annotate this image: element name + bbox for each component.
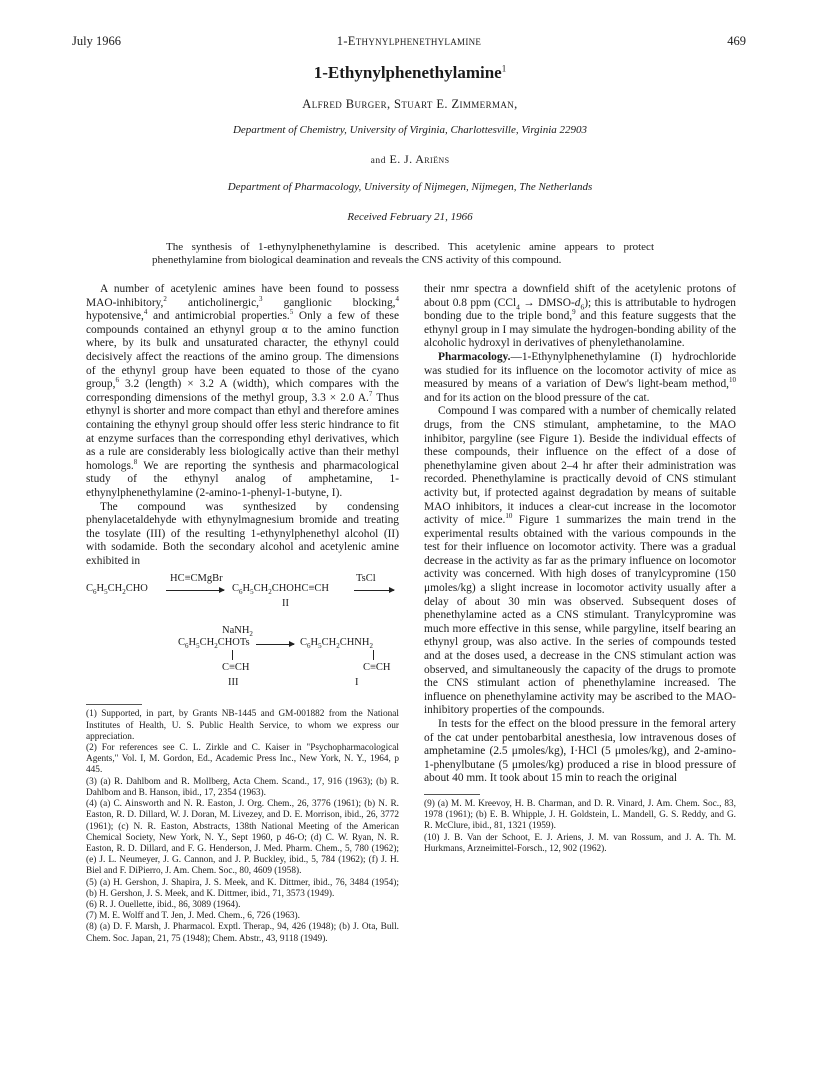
- title-footnote-mark: 1: [501, 63, 507, 74]
- nmr-paragraph: their nmr spectra a downfield shift of the acetylenic protons of about 0.8 ppm (CCl$_4$ → DMSO-$d_6$); this is attributable to hydrogen bonding due to the triple bond,$^9$ and this feature suggests that the ethynyl group in I may simulate the hydrogen-bonding ability of the alcoholic hydroxyl in derivatives of phenylethanolamine.: [424, 283, 736, 350]
- left-column: [86, 283, 399, 945]
- intro-paragraph: A number of acetylenic amines have been found to possess MAO-inhibitory,$^2$ anticholinergic,$^3$ ganglionic blocking,$^4$ hypotensive,$^4$ and antimicrobial properties.$^5$ Only a few of these compounds contained an ethynyl group α to the amino function where, by its bulk and unsaturated character, the ethynyl could decisively affect the reactions of the amino group. The dimensions of the ethynyl group have been equated to those of the cyano group,$^6$ 3.2 (length) × 3.2 A (width), which compares with the corresponding dimensions of the methyl group, 3.3 × 2.0 A.$^7$ Thus ethynyl is shorter and more compact than ethyl and therefore amines containing the ethynyl group should offer less steric hindrance to fit at enzyme surfaces than the corresponding ethyl derivatives, which as a rule are considerably less biologically active than their methyl homologs.$^8$ We are reporting the synthesis and pharmacological study of the ethynyl analog of amphetamine, 1-ethynylphenethylamine (2-amino-1-phenyl-1-butyne, I).: [86, 283, 399, 499]
- synthesis-paragraph: The compound was synthesized by condensing phenylacetaldehyde with ethynylmagnesium bromide and treating the tosylate (III) of the resulting 1-ethynylphenethyl alcohol (II) with sodamide. Both the secondary alcohol and acetylenic amine exhibited in: [86, 500, 399, 567]
- comparison-paragraph: Compound I was compared with a number of chemically related drugs, from the CNS stimulant, amphetamine, to the MAO inhibitor, pargyline (see Figure 1). Beside the individual effects of these compounds, their influence on the effect of a dose of phenethylamine given about 2–4 hr after their administration was recorded. Phenethylamine is practically devoid of CNS stimulant activity but, if protected against degradation by means of suitable MAO inhibitors, it induces a clear-cut increase in the locomotor activity of mice.$^{10}$ Figure 1 summarizes the main trend in the experimental results obtained with the various compounds in the test for their influence on locomotor activity. There was a gradual decrease in the activity as far as the primary influence on locomotor activity was concerned. With high doses of tranylcypromine (150 μmoles/kg) a slight increase in locomotor activity usually after a delay of about 30 min was observed. Subsequent doses of phenethylamine acted as a CNS stimulant. Tranylcypromine was much more effective in this sense, while pargyline, itself bearing an ethynyl group, was also active. In the series of compounds tested and at the doses used, a decrease in the CNS stimulant action was observed, and simultaneously the capacity of the drugs to promote the CNS stimulant action of phenethylamine increased. The influence on phenethylamine activity may be ascribed to the MAO-inhibitory properties of the compounds.: [424, 405, 736, 717]
- and-word: and: [370, 156, 387, 166]
- footnote: (9) (a) M. M. Kreevoy, H. B. Charman, and D. R. Vinard, J. Am. Chem. Soc., 83, 1978 (1961); (b) E. B. Whipple, J. H. Goldstein, L. Mandell, G. S. Reddy, and G. R. McClure, ibid., 81, 1321 (1959).: [424, 798, 736, 832]
- footnote: (6) R. J. Ouellette, ibid., 86, 3089 (1964).: [86, 899, 241, 910]
- abstract: The synthesis of 1-ethynylphenethylamine is described. This acetylenic amine appears to protect phenethylamine from biological deamination and reveals the CNS activity of this compound.: [152, 241, 654, 266]
- scheme-bond-III: [232, 650, 233, 660]
- scheme-reagent-tscl: TsCl: [356, 573, 376, 585]
- scheme-arrow-1: [166, 590, 224, 591]
- scheme-phenylacetaldehyde: $C_6H_5CH_2CHO$: [86, 583, 148, 597]
- footnote-rule: [86, 704, 142, 705]
- footnote: (7) M. E. Wolff and T. Jen, J. Med. Chem., 6, 726 (1963).: [86, 911, 300, 922]
- running-title: 1-Ethynylphenethylamine: [336, 34, 482, 48]
- scheme-label-I: I: [355, 677, 359, 689]
- article-title: 1-Ethynylphenethylamine$^1$: [313, 63, 507, 82]
- footnotes-right: [424, 799, 736, 855]
- right-column: [424, 283, 736, 855]
- scheme-tosylate-III: $C_6H_5CH_2CHOTs$: [178, 637, 250, 651]
- scheme-amine-I: $C_6H_5CH_2CHNH_2$: [300, 637, 373, 651]
- affiliation-2: Department of Pharmacology, University of Nijmegen, Nijmegen, The Netherlands: [227, 181, 593, 193]
- received-date: Received February 21, 1966: [347, 211, 473, 223]
- footnote: (10) J. B. Van der Schoot, E. J. Ariens, J. M. van Rossum, and J. A. Th. M. Hurkmans, Arzneimittel-Forsch., 12, 902 (1962).: [424, 832, 736, 854]
- footnote: (2) For references see C. L. Zirkle and C. Kaiser in "Psychopharmacological Agents," Vol. I, M. Gordon, Ed., Academic Press Inc., New York, N. Y., 1964, p 445.: [86, 743, 399, 776]
- footnote: (3) (a) R. Dahlbom and R. Mollberg, Acta Chem. Scand., 17, 916 (1963); (b) R. Dahlbom and B. Hanson, ibid., 17, 2354 (1963).: [86, 776, 399, 798]
- scheme-label-II: II: [282, 598, 289, 610]
- scheme-ethynyl-III: C≡CH: [222, 662, 250, 674]
- footnote: (1) Supported, in part, by Grants NB-1445 and GM-001882 from the National Institutes of Health, U. S. Public Health Service, to whom we express our appreciation.: [86, 709, 399, 742]
- scheme-reagent-grignard: HC≡CMgBr: [170, 573, 223, 585]
- affiliation-1: Department of Chemistry, University of Virginia, Charlottesville, Virginia 22903: [232, 124, 588, 136]
- scheme-label-III: III: [228, 677, 239, 689]
- authors-line-1: Alfred Burger, Stuart E. Zimmerman,: [302, 97, 518, 111]
- scheme-arrow-2: [354, 590, 394, 591]
- footnotes-left: [86, 709, 399, 944]
- scheme-reagent-sodamide: NaNH$_2$: [222, 625, 253, 639]
- pharmacology-paragraph: Pharmacology.—1-Ethynylphenethylamine (I) hydrochloride was studied for its influence on the locomotor activity of mice as measured by means of a variation of Dew's light-beam method,$^{10}$ and for its action on the blood pressure of the cat.: [424, 350, 736, 404]
- scheme-ethynyl-I: C≡CH: [363, 662, 391, 674]
- footnote: (5) (a) H. Gershon, J. Shapira, J. S. Meek, and K. Dittmer, ibid., 76, 3484 (1954); (b) H. Gershon, J. S. Meek, and K. Dittmer, ibid., 71, 3573 (1949).: [86, 877, 399, 899]
- blood-pressure-paragraph: In tests for the effect on the blood pressure in the femoral artery of the cat under pentobarbital anesthesia, low intravenous doses of amphetamine (2.5 μmoles/kg), I·HCl (5 μmoles/kg), and 2-amino-1-phenylbutane (5 μmoles/kg) produced a rise in blood pressure of about 40 mm. It took about 15 min to reach the original: [424, 718, 736, 785]
- issue-date: July 1966: [72, 34, 121, 48]
- authors-line-2: and E. J. Ariëns: [370, 152, 450, 166]
- footnote: (8) (a) D. F. Marsh, J. Pharmacol. Exptl. Therap., 94, 426 (1948); (b) J. Ota, Bull. Chem. Soc. Japan, 21, 75 (1948); Chem. Abstr., 43, 9118 (1949).: [86, 922, 399, 944]
- synthesis-scheme: [86, 572, 399, 702]
- scheme-bond-I: [373, 650, 374, 660]
- scheme-arrow-3: [256, 644, 294, 645]
- running-header: [72, 34, 746, 52]
- footnote-rule-right: [424, 794, 480, 795]
- page-number: 469: [727, 34, 746, 48]
- scheme-alcohol-II: $C_6H_5CH_2CHOHC\equiv CH$: [232, 583, 329, 597]
- footnote: (4) (a) C. Ainsworth and N. R. Easton, J. Org. Chem., 26, 3776 (1961); (b) N. R. Easton, R. D. Dillard, W. J. Doran, M. Livezey, and D. E. Morrison, ibid., 26, 3772 (1961); (c) N. R. Easton, Abstracts, 138th National Meeting of the American Chemical Society, New York, N. Y., Sept 1960, p 46-O; (d) C. W. Ryan, N. R. Easton, R. D. Dillard, and F. G. Henderson, J. Med. Pharm. Chem., 5, 780 (1962); (e) J. L. Neumeyer, J. G. Cannon, and J. P. Buckley, ibid., 5, 784 (1962); (f) J. H. Biel and F. DiPierro, J. Am. Chem. Soc., 80, 4609 (1958).: [86, 799, 399, 877]
